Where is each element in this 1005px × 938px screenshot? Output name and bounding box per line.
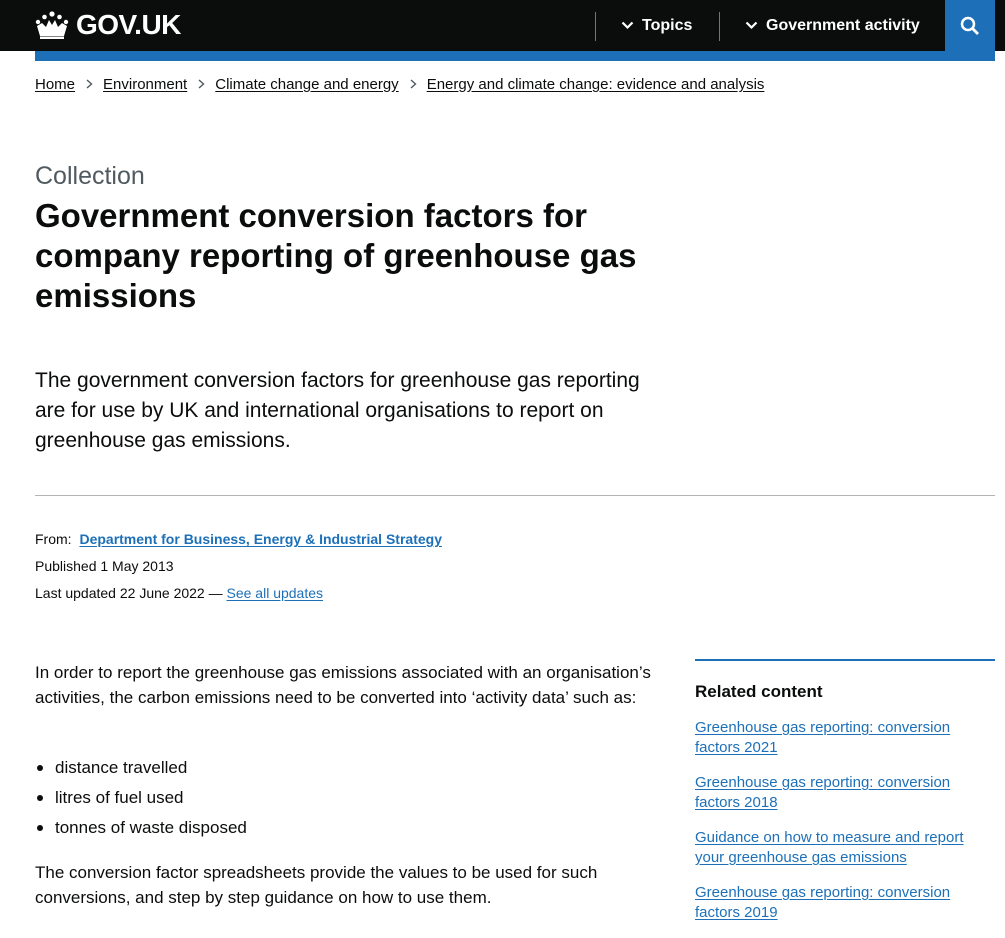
activity-data-list — [35, 755, 247, 845]
logo-text: GOV.UK — [76, 9, 181, 40]
nav-divider — [719, 12, 720, 41]
magnifier-icon — [960, 16, 980, 36]
search-button[interactable] — [945, 0, 995, 51]
breadcrumb — [35, 76, 764, 93]
list-item: tonnes of waste disposed — [35, 815, 247, 845]
see-all-updates-link[interactable]: See all updates — [226, 585, 324, 601]
nav-government-activity-label: Government activity — [766, 16, 920, 34]
site-header — [0, 0, 1005, 51]
breadcrumb-home[interactable]: Home — [35, 76, 76, 93]
meta-updated-date: 22 June 2022 — — [119, 585, 223, 601]
related-content — [695, 659, 995, 938]
list-item — [695, 773, 980, 828]
body-paragraph: The conversion factor spreadsheets provide the values to be used for such conversions, and step by step guidance on how to use them. — [35, 863, 598, 907]
meta-updated — [35, 583, 323, 603]
chevron-right-icon — [86, 76, 93, 93]
nav-topics-button[interactable] — [621, 0, 692, 51]
list-item: litres of fuel used — [35, 785, 247, 815]
body-paragraph: In order to report the greenhouse gas emissions associated with an organisation’s activities, the carbon emissions need to be converted into ‘activity data’ such as: — [35, 663, 651, 707]
chevron-down-icon — [745, 21, 758, 30]
meta-updated-label: Last updated — [35, 585, 116, 601]
breadcrumb-evidence-analysis[interactable]: Energy and climate change: evidence and analysis — [426, 76, 765, 93]
list-item — [695, 828, 980, 883]
related-links-list — [695, 718, 995, 938]
govuk-logo-link[interactable] — [34, 9, 181, 41]
meta-from-label: From: — [35, 531, 72, 547]
chevron-right-icon — [198, 76, 205, 93]
list-item — [695, 883, 980, 938]
breadcrumb-climate-change[interactable]: Climate change and energy — [215, 76, 399, 93]
related-link[interactable]: Guidance on how to measure and report your greenhouse gas emissions — [695, 829, 964, 866]
meta-published: Published 1 May 2013 — [35, 558, 174, 574]
page-lead: The government conversion factors for greenhouse gas reporting are for use by UK and international organisations to report on greenhouse gas emissions. — [35, 369, 640, 452]
meta-from — [35, 529, 442, 549]
related-link[interactable]: Greenhouse gas reporting: conversion factors 2019 — [695, 884, 951, 921]
nav-government-activity-button[interactable] — [745, 0, 920, 51]
list-item: distance travelled — [35, 755, 247, 785]
breadcrumb-environment[interactable]: Environment — [103, 76, 188, 93]
related-link[interactable]: Greenhouse gas reporting: conversion factors 2018 — [695, 774, 951, 811]
chevron-down-icon — [621, 21, 634, 30]
related-content-title: Related content — [695, 682, 823, 701]
related-link[interactable]: Greenhouse gas reporting: conversion factors 2021 — [695, 719, 951, 756]
list-item — [695, 718, 980, 773]
page-title: Government conversion factors for company reporting of greenhouse gas emissions — [35, 197, 637, 314]
section-divider — [35, 495, 995, 496]
page-caption: Collection — [35, 162, 145, 190]
nav-divider — [595, 12, 596, 41]
nav-topics-label: Topics — [642, 16, 693, 34]
header-blue-bar — [35, 51, 995, 61]
chevron-right-icon — [410, 76, 417, 93]
organisation-link[interactable]: Department for Business, Energy & Industrial Strategy — [79, 531, 442, 547]
crown-icon — [34, 10, 70, 40]
